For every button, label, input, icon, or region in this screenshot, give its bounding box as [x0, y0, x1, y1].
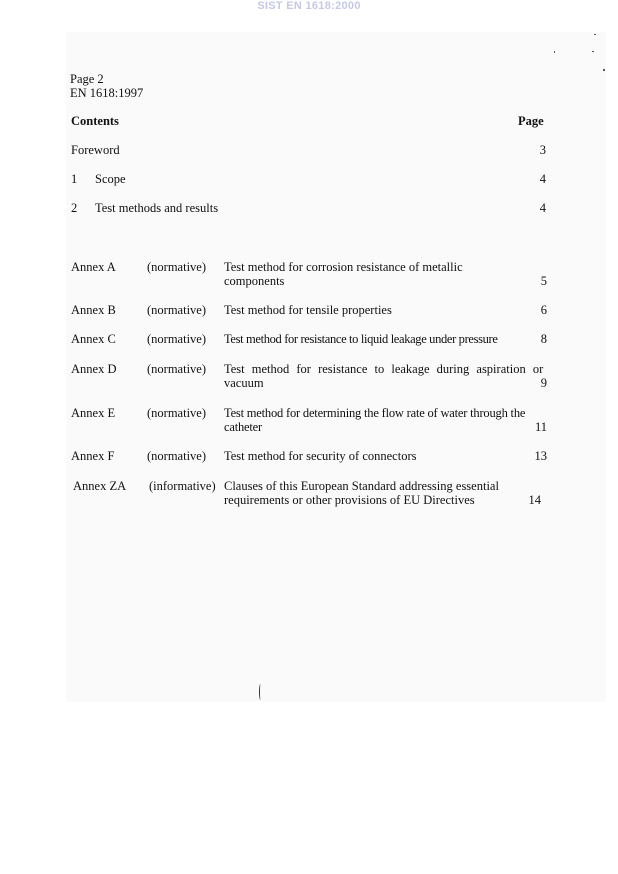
annex-title-line: components	[224, 274, 285, 288]
annex-title-line: catheter	[224, 420, 262, 434]
annex-title-line: Test method for resistance to liquid leakage under pressure	[224, 332, 498, 346]
annex-title	[224, 479, 546, 507]
annex-label: Annex B	[71, 303, 116, 317]
annex-title-line: Clauses of this European Standard addressing essential	[224, 479, 499, 493]
toc-entry-page: 4	[539, 201, 546, 215]
toc-entry-page: 4	[539, 172, 546, 186]
annex-type: (normative)	[147, 303, 207, 317]
annex-title-line: requirements or other provisions of EU Directives	[224, 493, 475, 507]
annex-type: (normative)	[147, 332, 207, 346]
annex-label: Annex D	[71, 362, 117, 376]
toc-entry-number: 1	[71, 172, 78, 186]
annex-title	[224, 362, 546, 390]
annex-page: 13	[534, 449, 547, 463]
annex-page: 5	[540, 274, 547, 288]
scan-speck	[592, 51, 594, 52]
annex-label: Annex A	[71, 260, 116, 274]
annex-page: 8	[540, 332, 547, 346]
annex-title	[224, 303, 546, 317]
toc-entry-title: Test methods and results	[95, 201, 219, 215]
annex-title-line: Test method for resistance to leakage during aspiration or	[224, 362, 544, 376]
contents-heading: Contents	[71, 114, 119, 128]
annex-title-line: Test method for security of connectors	[224, 449, 417, 463]
annex-label: Annex F	[71, 449, 115, 463]
annex-title-line: Test method for determining the flow rate of water through the	[224, 406, 526, 420]
annex-title	[224, 406, 546, 434]
annex-type: (informative)	[149, 479, 216, 493]
toc-entry-page: 3	[539, 143, 546, 157]
toc-entry-number: 2	[71, 201, 78, 215]
annex-type: (normative)	[147, 362, 207, 376]
annex-title-line: Test method for tensile properties	[224, 303, 392, 317]
annex-title-line: vacuum	[224, 376, 264, 390]
page-number-line: Page 2	[70, 72, 104, 86]
annex-label: Annex ZA	[73, 479, 127, 493]
annex-label: Annex C	[71, 332, 116, 346]
annex-page: 11	[534, 420, 547, 434]
scan-speck	[554, 51, 555, 53]
annex-type: (normative)	[147, 260, 207, 274]
watermark-header: SIST EN 1618:2000	[257, 0, 361, 12]
annex-title	[224, 332, 546, 346]
scan-speck	[594, 34, 596, 35]
annex-type: (normative)	[147, 406, 207, 420]
toc-entry-title: Scope	[95, 172, 126, 186]
scan-speck	[603, 69, 605, 71]
page-column-heading: Page	[518, 114, 544, 128]
scan-pen-mark	[259, 684, 262, 700]
annex-title	[224, 449, 546, 463]
annex-title	[224, 260, 546, 288]
annex-page: 6	[540, 303, 547, 317]
standard-id-line: EN 1618:1997	[70, 86, 144, 100]
toc-entry-title: Foreword	[71, 143, 120, 157]
annex-page: 9	[540, 376, 547, 390]
annex-label: Annex E	[71, 406, 116, 420]
annex-type: (normative)	[147, 449, 207, 463]
annex-page: 14	[528, 493, 541, 507]
annex-title-line: Test method for corrosion resistance of metallic	[224, 260, 463, 274]
